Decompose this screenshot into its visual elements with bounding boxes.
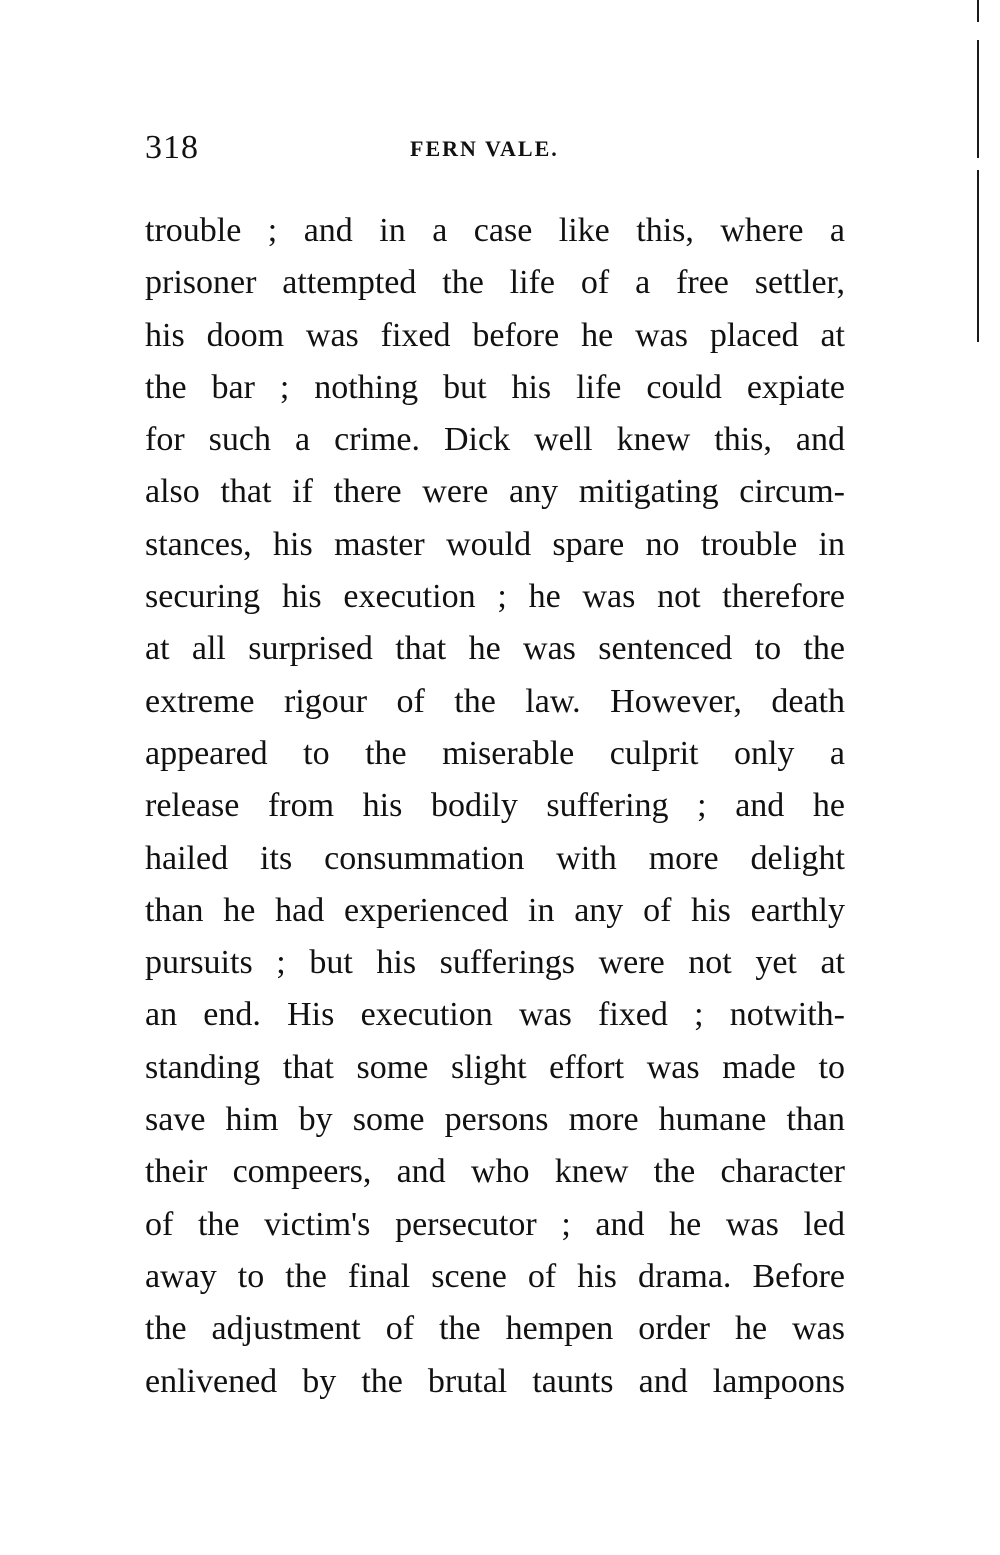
page-edge-line — [977, 40, 979, 158]
text-line: release from his bodily suffering ; and he — [145, 787, 845, 825]
text-line: the bar ; nothing but his life could expiate — [145, 368, 845, 406]
text-line: an end. His execution was fixed ; notwith- — [145, 996, 845, 1034]
text-line: the adjustment of the hempen order he was — [145, 1310, 845, 1348]
text-line: for such a crime. Dick well knew this, and — [145, 421, 845, 459]
text-line: his doom was fixed before he was placed at — [145, 316, 845, 354]
text-line: their compeers, and who knew the character — [145, 1153, 845, 1191]
text-line: appeared to the miserable culprit only a — [145, 734, 845, 772]
running-head — [145, 128, 845, 168]
text-line: hailed its consummation with more delight — [145, 839, 845, 877]
page-number: 318 — [145, 129, 199, 166]
text-line: securing his execution ; he was not therefore — [145, 578, 845, 616]
page-edge-line — [977, 170, 979, 342]
text-line: of the victim's persecutor ; and he was led — [145, 1205, 845, 1243]
running-title: FERN VALE. — [410, 136, 559, 161]
text-line: at all surprised that he was sentenced to the — [145, 630, 845, 668]
text-line: than he had experienced in any of his earthly — [145, 891, 845, 929]
text-line: extreme rigour of the law. However, death — [145, 682, 845, 720]
text-line: prisoner attempted the life of a free settler, — [145, 264, 845, 302]
text-line: also that if there were any mitigating circum- — [145, 473, 845, 511]
text-line: stances, his master would spare no trouble in — [145, 525, 845, 563]
page-edge-line — [977, 0, 979, 22]
body-text — [145, 205, 845, 1408]
text-line: away to the final scene of his drama. Before — [145, 1257, 845, 1295]
text-line: trouble ; and in a case like this, where a — [145, 212, 845, 249]
text-line: pursuits ; but his sufferings were not yet at — [145, 944, 845, 982]
text-line: standing that some slight effort was made to — [145, 1048, 845, 1086]
text-line: save him by some persons more humane than — [145, 1101, 845, 1139]
text-line: enlivened by the brutal taunts and lampoons — [145, 1362, 845, 1400]
